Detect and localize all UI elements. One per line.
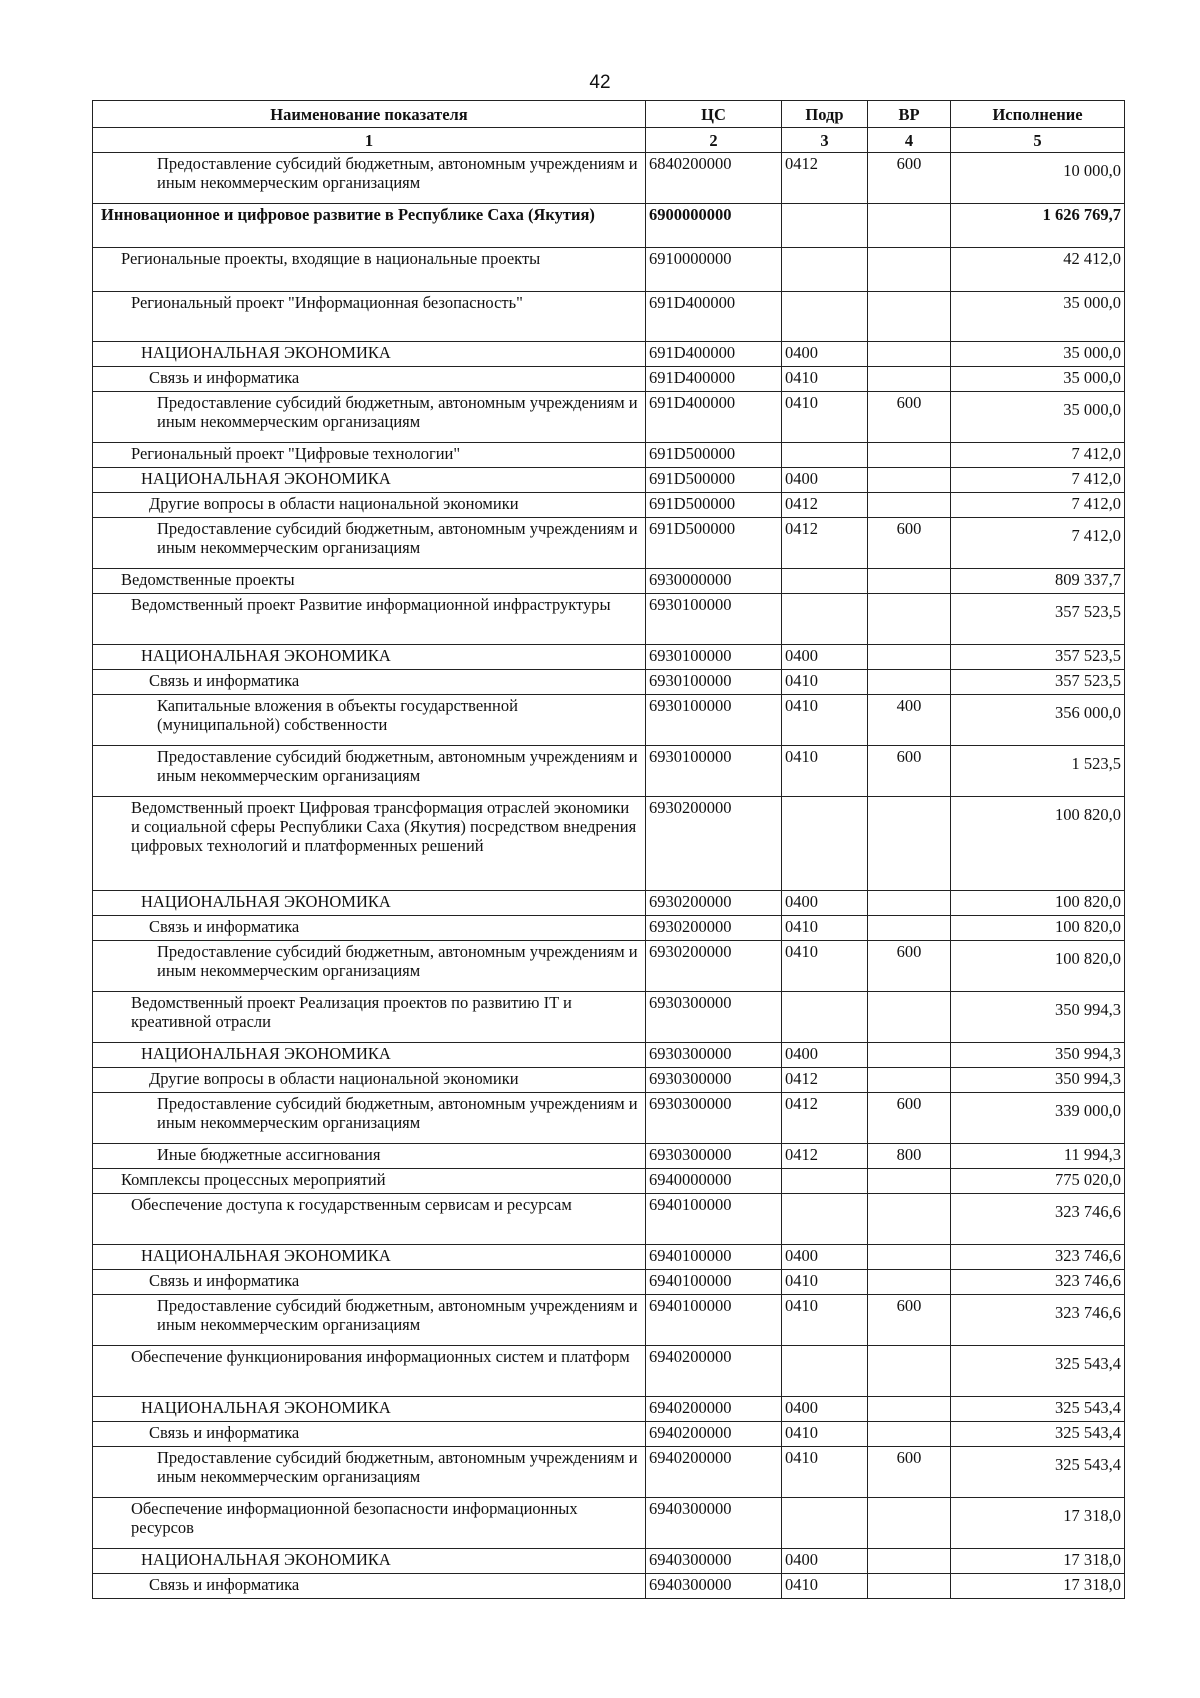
row-vr (868, 670, 951, 695)
table-row (93, 342, 1125, 367)
row-vr: 600 (868, 1447, 951, 1498)
row-exec: 357 523,5 (951, 670, 1125, 695)
row-exec: 350 994,3 (951, 992, 1125, 1043)
row-cs: 6940300000 (646, 1498, 782, 1549)
row-exec: 323 746,6 (951, 1245, 1125, 1270)
row-podr: 0400 (782, 1043, 868, 1068)
row-podr: 0400 (782, 468, 868, 493)
row-vr (868, 797, 951, 891)
column-header-name: Наименование показателя (93, 101, 646, 128)
row-cs: 6940100000 (646, 1245, 782, 1270)
row-cs: 6940000000 (646, 1169, 782, 1194)
row-exec: 323 746,6 (951, 1194, 1125, 1245)
row-cs: 691D400000 (646, 392, 782, 443)
row-exec: 339 000,0 (951, 1093, 1125, 1144)
row-podr: 0410 (782, 392, 868, 443)
row-vr (868, 1574, 951, 1599)
column-number: 3 (782, 128, 868, 153)
table-row (93, 1194, 1125, 1245)
row-vr (868, 992, 951, 1043)
column-number: 4 (868, 128, 951, 153)
table-row (93, 746, 1125, 797)
row-podr: 0400 (782, 1245, 868, 1270)
row-name: Ведомственные проекты (93, 569, 646, 594)
row-exec: 1 523,5 (951, 746, 1125, 797)
row-vr: 600 (868, 1093, 951, 1144)
row-exec: 357 523,5 (951, 594, 1125, 645)
row-vr (868, 594, 951, 645)
row-name: Ведомственный проект Цифровая трансформация отраслей экономики и социальной сферы Республики Саха (Якутия) посредством внедрения цифровых технологий и платформенных решений (93, 797, 646, 891)
row-vr (868, 1549, 951, 1574)
row-name: Региональный проект "Цифровые технологии" (93, 443, 646, 468)
row-vr (868, 292, 951, 342)
row-podr (782, 569, 868, 594)
row-vr (868, 204, 951, 248)
table-row (93, 1422, 1125, 1447)
row-cs: 6940200000 (646, 1447, 782, 1498)
table-header (93, 101, 1125, 153)
row-name: НАЦИОНАЛЬНАЯ ЭКОНОМИКА (93, 645, 646, 670)
row-exec: 100 820,0 (951, 891, 1125, 916)
row-exec: 42 412,0 (951, 248, 1125, 292)
row-name: Связь и информатика (93, 1422, 646, 1447)
row-vr (868, 367, 951, 392)
row-cs: 6900000000 (646, 204, 782, 248)
row-exec: 35 000,0 (951, 342, 1125, 367)
row-exec: 325 543,4 (951, 1422, 1125, 1447)
row-exec: 323 746,6 (951, 1270, 1125, 1295)
row-vr (868, 1068, 951, 1093)
table-body (93, 153, 1125, 1599)
table-row (93, 695, 1125, 746)
row-name: Другие вопросы в области национальной экономики (93, 493, 646, 518)
table-row (93, 941, 1125, 992)
row-cs: 6930100000 (646, 645, 782, 670)
row-cs: 6930100000 (646, 594, 782, 645)
row-exec: 7 412,0 (951, 518, 1125, 569)
row-name: Ведомственный проект Развитие информационной инфраструктуры (93, 594, 646, 645)
row-podr: 0412 (782, 518, 868, 569)
table-row (93, 1270, 1125, 1295)
column-header-podr: Подр (782, 101, 868, 128)
row-name: Связь и информатика (93, 1270, 646, 1295)
row-vr: 600 (868, 518, 951, 569)
row-vr: 600 (868, 392, 951, 443)
row-exec: 10 000,0 (951, 153, 1125, 204)
row-vr (868, 1498, 951, 1549)
row-podr: 0400 (782, 645, 868, 670)
row-name: Капитальные вложения в объекты государственной (муниципальной) собственности (93, 695, 646, 746)
table-row (93, 594, 1125, 645)
row-vr: 600 (868, 941, 951, 992)
column-number: 1 (93, 128, 646, 153)
table-row (93, 153, 1125, 204)
row-podr: 0400 (782, 342, 868, 367)
row-cs: 691D500000 (646, 468, 782, 493)
row-podr (782, 1498, 868, 1549)
row-podr: 0410 (782, 941, 868, 992)
table-row (93, 204, 1125, 248)
row-exec: 350 994,3 (951, 1043, 1125, 1068)
row-podr (782, 992, 868, 1043)
table-row (93, 1346, 1125, 1397)
row-name: Иные бюджетные ассигнования (93, 1144, 646, 1169)
row-vr (868, 645, 951, 670)
row-podr: 0410 (782, 1574, 868, 1599)
row-podr: 0410 (782, 1270, 868, 1295)
row-vr (868, 916, 951, 941)
row-exec: 357 523,5 (951, 645, 1125, 670)
row-cs: 6930200000 (646, 941, 782, 992)
row-podr (782, 248, 868, 292)
row-cs: 6840200000 (646, 153, 782, 204)
row-cs: 6930100000 (646, 670, 782, 695)
table-row (93, 916, 1125, 941)
row-exec: 17 318,0 (951, 1498, 1125, 1549)
row-exec: 775 020,0 (951, 1169, 1125, 1194)
row-cs: 6930200000 (646, 916, 782, 941)
table-row (93, 797, 1125, 891)
column-header-exec: Исполнение (951, 101, 1125, 128)
row-cs: 691D400000 (646, 342, 782, 367)
row-cs: 6940200000 (646, 1422, 782, 1447)
row-exec: 325 543,4 (951, 1346, 1125, 1397)
row-cs: 6930000000 (646, 569, 782, 594)
row-cs: 6940300000 (646, 1549, 782, 1574)
row-cs: 6930300000 (646, 1043, 782, 1068)
row-exec: 11 994,3 (951, 1144, 1125, 1169)
row-cs: 6940100000 (646, 1194, 782, 1245)
row-exec: 7 412,0 (951, 493, 1125, 518)
row-exec: 100 820,0 (951, 797, 1125, 891)
row-podr: 0400 (782, 1397, 868, 1422)
table-row (93, 443, 1125, 468)
row-exec: 1 626 769,7 (951, 204, 1125, 248)
row-cs: 6930200000 (646, 797, 782, 891)
row-podr: 0412 (782, 1093, 868, 1144)
table-row (93, 670, 1125, 695)
row-cs: 6940200000 (646, 1397, 782, 1422)
row-name: Предоставление субсидий бюджетным, автономным учреждениям и иным некоммерческим организациям (93, 1447, 646, 1498)
row-name: Ведомственный проект Реализация проектов по развитию IT и креативной отрасли (93, 992, 646, 1043)
row-podr: 0400 (782, 891, 868, 916)
row-name: Связь и информатика (93, 367, 646, 392)
table-row (93, 518, 1125, 569)
table-row (93, 645, 1125, 670)
row-vr (868, 1245, 951, 1270)
row-vr (868, 1270, 951, 1295)
column-number: 2 (646, 128, 782, 153)
row-name: НАЦИОНАЛЬНАЯ ЭКОНОМИКА (93, 1245, 646, 1270)
row-exec: 325 543,4 (951, 1447, 1125, 1498)
table-row (93, 493, 1125, 518)
column-number: 5 (951, 128, 1125, 153)
row-cs: 6930200000 (646, 891, 782, 916)
row-name: НАЦИОНАЛЬНАЯ ЭКОНОМИКА (93, 1549, 646, 1574)
row-vr (868, 248, 951, 292)
row-cs: 6910000000 (646, 248, 782, 292)
row-cs: 6940100000 (646, 1270, 782, 1295)
row-vr (868, 1169, 951, 1194)
table-row (93, 292, 1125, 342)
row-name: Региональные проекты, входящие в национальные проекты (93, 248, 646, 292)
table-row (93, 248, 1125, 292)
row-vr: 800 (868, 1144, 951, 1169)
row-cs: 691D500000 (646, 493, 782, 518)
row-podr: 0410 (782, 670, 868, 695)
table-row (93, 1093, 1125, 1144)
budget-table (92, 100, 1125, 1599)
row-name: Предоставление субсидий бюджетным, автономным учреждениям и иным некоммерческим организациям (93, 153, 646, 204)
row-podr: 0412 (782, 153, 868, 204)
table-row (93, 1144, 1125, 1169)
row-vr (868, 1422, 951, 1447)
row-vr (868, 1043, 951, 1068)
table-row (93, 1043, 1125, 1068)
row-cs: 691D400000 (646, 292, 782, 342)
row-podr (782, 1194, 868, 1245)
row-vr (868, 1194, 951, 1245)
row-name: НАЦИОНАЛЬНАЯ ЭКОНОМИКА (93, 468, 646, 493)
table-row (93, 1397, 1125, 1422)
row-name: Обеспечение доступа к государственным сервисам и ресурсам (93, 1194, 646, 1245)
table-row (93, 992, 1125, 1043)
row-podr: 0400 (782, 1549, 868, 1574)
row-cs: 6940200000 (646, 1346, 782, 1397)
row-podr (782, 1346, 868, 1397)
table-row (93, 1447, 1125, 1498)
table-row (93, 1169, 1125, 1194)
row-podr: 0412 (782, 1144, 868, 1169)
row-vr: 400 (868, 695, 951, 746)
row-exec: 7 412,0 (951, 468, 1125, 493)
row-name: Связь и информатика (93, 1574, 646, 1599)
row-vr (868, 1346, 951, 1397)
row-name: Другие вопросы в области национальной экономики (93, 1068, 646, 1093)
row-vr (868, 569, 951, 594)
row-name: НАЦИОНАЛЬНАЯ ЭКОНОМИКА (93, 342, 646, 367)
row-name: Предоставление субсидий бюджетным, автономным учреждениям и иным некоммерческим организациям (93, 1093, 646, 1144)
row-exec: 17 318,0 (951, 1549, 1125, 1574)
row-vr (868, 1397, 951, 1422)
row-name: Предоставление субсидий бюджетным, автономным учреждениям и иным некоммерческим организациям (93, 1295, 646, 1346)
row-podr: 0410 (782, 916, 868, 941)
row-name: Обеспечение функционирования информационных систем и платформ (93, 1346, 646, 1397)
row-exec: 7 412,0 (951, 443, 1125, 468)
row-name: Инновационное и цифровое развитие в Республике Саха (Якутия) (93, 204, 646, 248)
row-name: Комплексы процессных мероприятий (93, 1169, 646, 1194)
row-podr: 0410 (782, 1422, 868, 1447)
row-podr: 0410 (782, 695, 868, 746)
row-cs: 691D400000 (646, 367, 782, 392)
row-exec: 323 746,6 (951, 1295, 1125, 1346)
row-podr (782, 292, 868, 342)
row-cs: 6930300000 (646, 992, 782, 1043)
row-vr (868, 468, 951, 493)
row-vr: 600 (868, 746, 951, 797)
row-cs: 6930100000 (646, 695, 782, 746)
row-exec: 35 000,0 (951, 392, 1125, 443)
row-podr (782, 797, 868, 891)
row-cs: 6930300000 (646, 1093, 782, 1144)
page-number: 42 (589, 72, 611, 93)
row-podr (782, 443, 868, 468)
row-exec: 350 994,3 (951, 1068, 1125, 1093)
row-cs: 6940100000 (646, 1295, 782, 1346)
row-cs: 6930300000 (646, 1068, 782, 1093)
row-exec: 100 820,0 (951, 916, 1125, 941)
row-podr: 0410 (782, 746, 868, 797)
row-podr: 0410 (782, 1447, 868, 1498)
row-podr (782, 594, 868, 645)
row-podr (782, 204, 868, 248)
row-vr (868, 891, 951, 916)
row-cs: 6940300000 (646, 1574, 782, 1599)
row-exec: 17 318,0 (951, 1574, 1125, 1599)
column-header-vr: ВР (868, 101, 951, 128)
row-cs: 691D500000 (646, 443, 782, 468)
table-row (93, 1245, 1125, 1270)
row-podr: 0410 (782, 367, 868, 392)
row-name: Региональный проект "Информационная безопасность" (93, 292, 646, 342)
table-row (93, 1549, 1125, 1574)
column-header-cs: ЦС (646, 101, 782, 128)
row-name: НАЦИОНАЛЬНАЯ ЭКОНОМИКА (93, 1043, 646, 1068)
row-name: Предоставление субсидий бюджетным, автономным учреждениям и иным некоммерческим организациям (93, 392, 646, 443)
table-row (93, 367, 1125, 392)
table-row (93, 392, 1125, 443)
row-name: Предоставление субсидий бюджетным, автономным учреждениям и иным некоммерческим организациям (93, 941, 646, 992)
row-podr: 0410 (782, 1295, 868, 1346)
table-row (93, 1498, 1125, 1549)
row-name: Связь и информатика (93, 916, 646, 941)
row-exec: 35 000,0 (951, 367, 1125, 392)
row-name: Предоставление субсидий бюджетным, автономным учреждениям и иным некоммерческим организациям (93, 518, 646, 569)
row-exec: 100 820,0 (951, 941, 1125, 992)
table-row (93, 468, 1125, 493)
row-vr (868, 342, 951, 367)
row-exec: 35 000,0 (951, 292, 1125, 342)
row-name: Связь и информатика (93, 670, 646, 695)
row-vr: 600 (868, 1295, 951, 1346)
table-row (93, 1295, 1125, 1346)
row-exec: 325 543,4 (951, 1397, 1125, 1422)
table-row (93, 891, 1125, 916)
row-name: Обеспечение информационной безопасности информационных ресурсов (93, 1498, 646, 1549)
row-vr: 600 (868, 153, 951, 204)
row-podr: 0412 (782, 493, 868, 518)
row-podr (782, 1169, 868, 1194)
row-exec: 809 337,7 (951, 569, 1125, 594)
row-name: Предоставление субсидий бюджетным, автономным учреждениям и иным некоммерческим организациям (93, 746, 646, 797)
row-cs: 6930100000 (646, 746, 782, 797)
row-podr: 0412 (782, 1068, 868, 1093)
row-exec: 356 000,0 (951, 695, 1125, 746)
row-name: НАЦИОНАЛЬНАЯ ЭКОНОМИКА (93, 1397, 646, 1422)
row-cs: 691D500000 (646, 518, 782, 569)
table-row (93, 1068, 1125, 1093)
row-name: НАЦИОНАЛЬНАЯ ЭКОНОМИКА (93, 891, 646, 916)
row-vr (868, 443, 951, 468)
table-row (93, 569, 1125, 594)
row-cs: 6930300000 (646, 1144, 782, 1169)
table-row (93, 1574, 1125, 1599)
row-vr (868, 493, 951, 518)
